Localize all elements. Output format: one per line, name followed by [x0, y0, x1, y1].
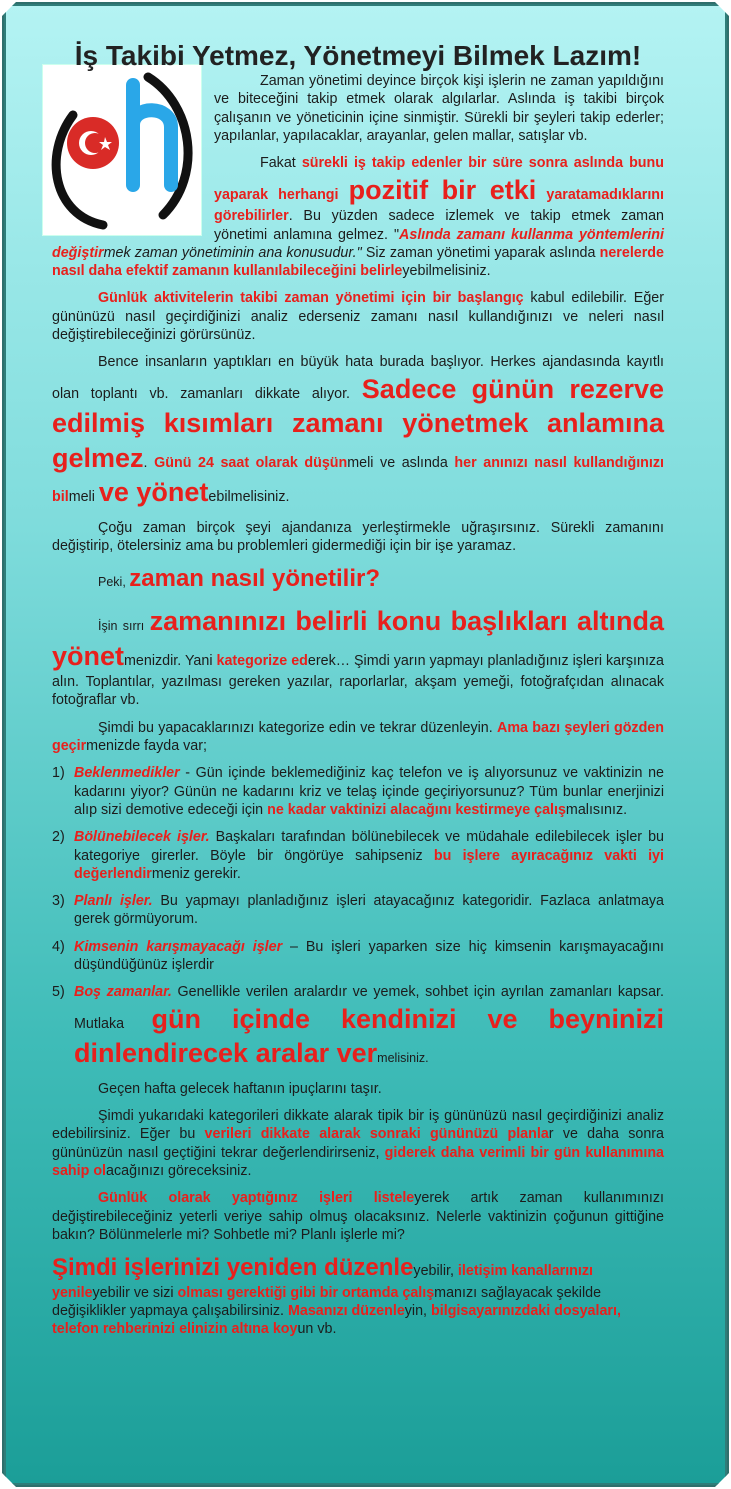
paragraph: Fakat sürekli iş takip edenler bir süre sonra aslında bunu yaparak herhangi pozitif bir etki yaratamadıklarını görebilirler. Bu yüzden sadece izlemek ve takip etmek zaman yönetimi anlamına gelmez. "Aslında zamanı kullanma yöntemlerini değiştirmek zaman yönetiminin ana konusudur." Siz zaman yönetimi yaparak aslında nerelerde nasıl daha efektif zamanın kullanılabileceğini belirleyebilmelisiniz.	[52, 155, 665, 280]
dh-logo-icon	[42, 64, 202, 236]
paragraph: Peki, zaman nasıl yönetilir?	[98, 565, 380, 593]
list-item: 2) Bölünebilecek işler. Başkaları tarafından bölünebilecek ve müdahale edilebilecek işler bu kategoriye girerler. Böyle bir öngörüye sahipseniz bu işlere ayıracağınız vakti iyi değerlendirmeniz gerekir.	[52, 829, 664, 882]
paragraph: Geçen hafta gelecek haftanın ipuçlarını taşır.	[98, 1080, 382, 1097]
list-item: 5) Boş zamanlar. Genellikle verilen aralardır ve yemek, sohbet için ayrılan zamanları kapsar. Mutlaka gün içinde kendinizi ve beyninizi dinlendirecek aralar vermelisiniz.	[52, 984, 664, 1069]
category-list	[52, 764, 664, 1070]
paragraph: Çoğu zaman birçok şeyi ajandanıza yerleştirmekle uğraşırsınız. Sürekli zamanını değiştirip, ötelersiniz ama bu problemleri gidermediği için bir işe yaramaz.	[52, 519, 664, 555]
list-item: 4) Kimsenin karışmayacağı işler – Bu işleri yaparken size hiç kimsenin karışmayacağını düşündüğünüz işlerdir	[52, 938, 664, 974]
paragraph: Zaman yönetimi deyince birçok kişi işlerin ne zaman yapıldığını ve biteceğini takip etmek olarak algılarlar. Aslında iş takibi birçok çalışanın ve yöneticinin içine sinmiştir. Sürekli bir şeyleri takip ederler; yapılanlar, yapılacaklar, arayanlar, gelen mallar, satışlar vb.	[214, 73, 664, 145]
article-content	[52, 40, 664, 1348]
paragraph: Şimdi yukarıdaki kategorileri dikkate alarak tipik bir iş gününüzü nasıl geçirdiğinizi analiz edebilirsiniz. Eğer bu verileri dikkate alarak sonraki gününüzü planlar ve daha sonra gününüzün nasıl geçtiğini tekrar değerlendirirseniz, giderek daha verimli bir gün kullanımına sahip olacağınızı göreceksiniz.	[52, 1108, 664, 1179]
paragraph: Günlük aktivitelerin takibi zaman yönetimi için bir başlangıç kabul edilebilir. Eğer gününüzü nasıl geçirdiğinizi analiz ederseniz zamanı nasıl kullandığınızı ve neleri nasıl değiştirebileceğinizi görürsünüz.	[52, 290, 664, 343]
page-title: İş Takibi Yetmez, Yönetmeyi Bilmek Lazım!	[74, 40, 642, 71]
list-item: 3) Planlı işler. Bu yapmayı planladığınız işleri atayacağınız kategoridir. Fazlaca anlatmaya gerek görmüyorum.	[52, 893, 665, 928]
paragraph: Bence insanların yaptıkları en büyük hata burada başlıyor. Herkes ajandasında kayıtlı olan toplantı vb. zamanları dikkate alıyor. Sadece günün rezerve edilmiş kısımları zamanı yönetmek anlamına gelmez. Günü 24 saat olarak düşünmeli ve aslında her anınızı nasıl kullandığınızı bilmeli ve yönetebilmelisiniz.	[52, 354, 665, 508]
paragraph: İşin sırrı zamanınızı belirli konu başlıkları altında yönetmenizdir. Yani kategorize ederek… Şimdi yarın yapmayı planladığınız işleri karşınıza alın. Toplantılar, yazılması gereken yazılar, raporlarlar, akşam yemeği, fotoğrafçıdan alınacak fotoğraflar vb.	[52, 606, 665, 709]
paragraph: Günlük olarak yaptığınız işleri listeleyerek artık zaman kullanımınızı değiştirebileceğiniz yeterli veriye sahip olmuş olacaksınız. Nelerle vaktinizin çoğunun gittiğine bakın? Bölünmelerle mi? Sohbetle mi? Planlı işlerle mi?	[52, 1190, 664, 1243]
paragraph: Şimdi işlerinizi yeniden düzenleyebilir, iletişim kanallarınızı yenileyebilir ve sizi olması gerektiği gibi bir ortamda çalışmanızı sağlayacak şekilde değişiklikler yapmaya çalışabilirsiniz. Masanızı düzenleyin, bilgisayarınızdaki dosyaları, telefon rehberinizi elinizin altına koyun vb.	[52, 1254, 621, 1338]
list-item: 1) Beklenmedikler - Gün içinde beklemediğiniz kaç telefon ve iş alıyorsunuz ve vaktinizin ne kadarını yiyor? Günün ne kadarını kriz ve telaş içinde geçiriyorsunuz? Tüm bunlar enerjinizi alıp sizi demotive edeceği için ne kadar vaktinizi alacağını kestirmeye çalışmalısınız.	[52, 765, 664, 818]
paragraph: Şimdi bu yapacaklarınızı kategorize edin ve tekrar düzenleyin. Ama bazı şeyleri gözden geçirmenizde fayda var;	[52, 719, 664, 755]
